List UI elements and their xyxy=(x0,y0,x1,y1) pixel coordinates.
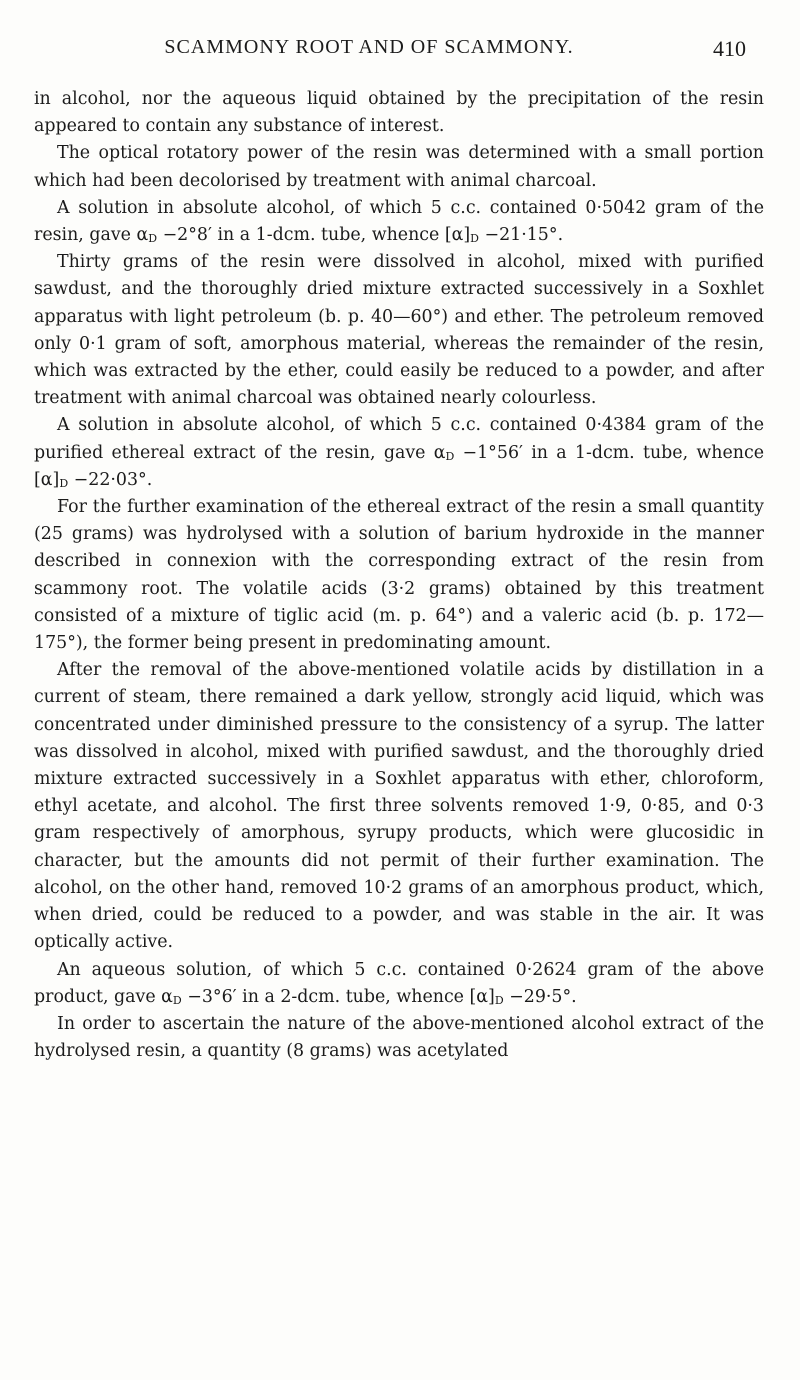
paragraph: Thirty grams of the resin were dissolved in alcohol, mixed with purified sawdust, and the thoroughly dried mixture extracted successively in a Soxhlet apparatus with light petroleum (b. p. 40—60°) and ether. The petroleum removed only 0·1 gram of soft, amorphous material, whereas the remainder of the resin, which was extracted by the ether, could easily be reduced to a powder, and after treatment with animal charcoal was obtained nearly colourless. xyxy=(34,252,764,409)
running-header xyxy=(34,36,794,66)
paragraph: For the further examination of the ethereal extract of the resin a small quantity (25 grams) was hydrolysed with a solution of barium hydroxide in the manner described in connexion with the corresponding extract of the resin from scammony root. The volatile acids (3·2 grams) obtained by this treatment consisted of a mixture of tiglic acid (m. p. 64°) and a valeric acid (b. p. 172—175°), the former being present in predominating amount. xyxy=(34,497,764,654)
paragraph: In order to ascertain the nature of the above-mentioned alcohol extract of the hydrolysed resin, a quantity (8 grams) was acetylated xyxy=(34,1013,764,1062)
running-title: SCAMMONY ROOT AND OF SCAMMONY. xyxy=(164,36,574,58)
paragraph: After the removal of the above-mentioned volatile acids by distillation in a current of steam, there remained a dark yellow, strongly acid liquid, which was concentrated under diminished pressure to the consistency of a syrup. The latter was dissolved in alcohol, mixed with purified sawdust, and the thoroughly dried mixture extracted successively in a Soxhlet apparatus with ether, chloroform, ethyl acetate, and alcohol. The first three solvents removed 1·9, 0·85, and 0·3 gram respectively of amorphous, syrupy products, which were glucosidic in character, but the amounts did not permit of their further examination. The alcohol, on the other hand, removed 10·2 grams of an amorphous product, which, when dried, could be reduced to a powder, and was stable in the air. It was optically active. xyxy=(34,660,764,953)
page-number: 410 xyxy=(713,36,746,61)
paragraph: A solution in absolute alcohol, of which 5 c.c. contained 0·5042 gram of the resin, gave $\alpha_D -2^\circ 8'$ in a 1-dcm. tube, whence $[\alpha]_D -21\cdot 15^\circ$. xyxy=(34,197,764,246)
body-text xyxy=(34,86,764,1065)
paragraph: in alcohol, nor the aqueous liquid obtained by the precipitation of the resin appeared to contain any substance of interest. xyxy=(34,89,764,137)
paragraph: An aqueous solution, of which 5 c.c. contained 0·2624 gram of the above product, gave $\alpha_D -3^\circ 6'$ in a 2-dcm. tube, whence $[\alpha]_D -29\cdot 5^\circ$. xyxy=(34,959,764,1007)
paragraph: The optical rotatory power of the resin was determined with a small portion which had been decolorised by treatment with animal charcoal. xyxy=(34,143,764,191)
paragraph: A solution in absolute alcohol, of which 5 c.c. contained 0·4384 gram of the purified ethereal extract of the resin, gave $\alpha_D -1^\circ 56'$ in a 1-dcm. tube, whence $[\alpha]_D -22\cdot 03^\circ$. xyxy=(34,415,764,490)
